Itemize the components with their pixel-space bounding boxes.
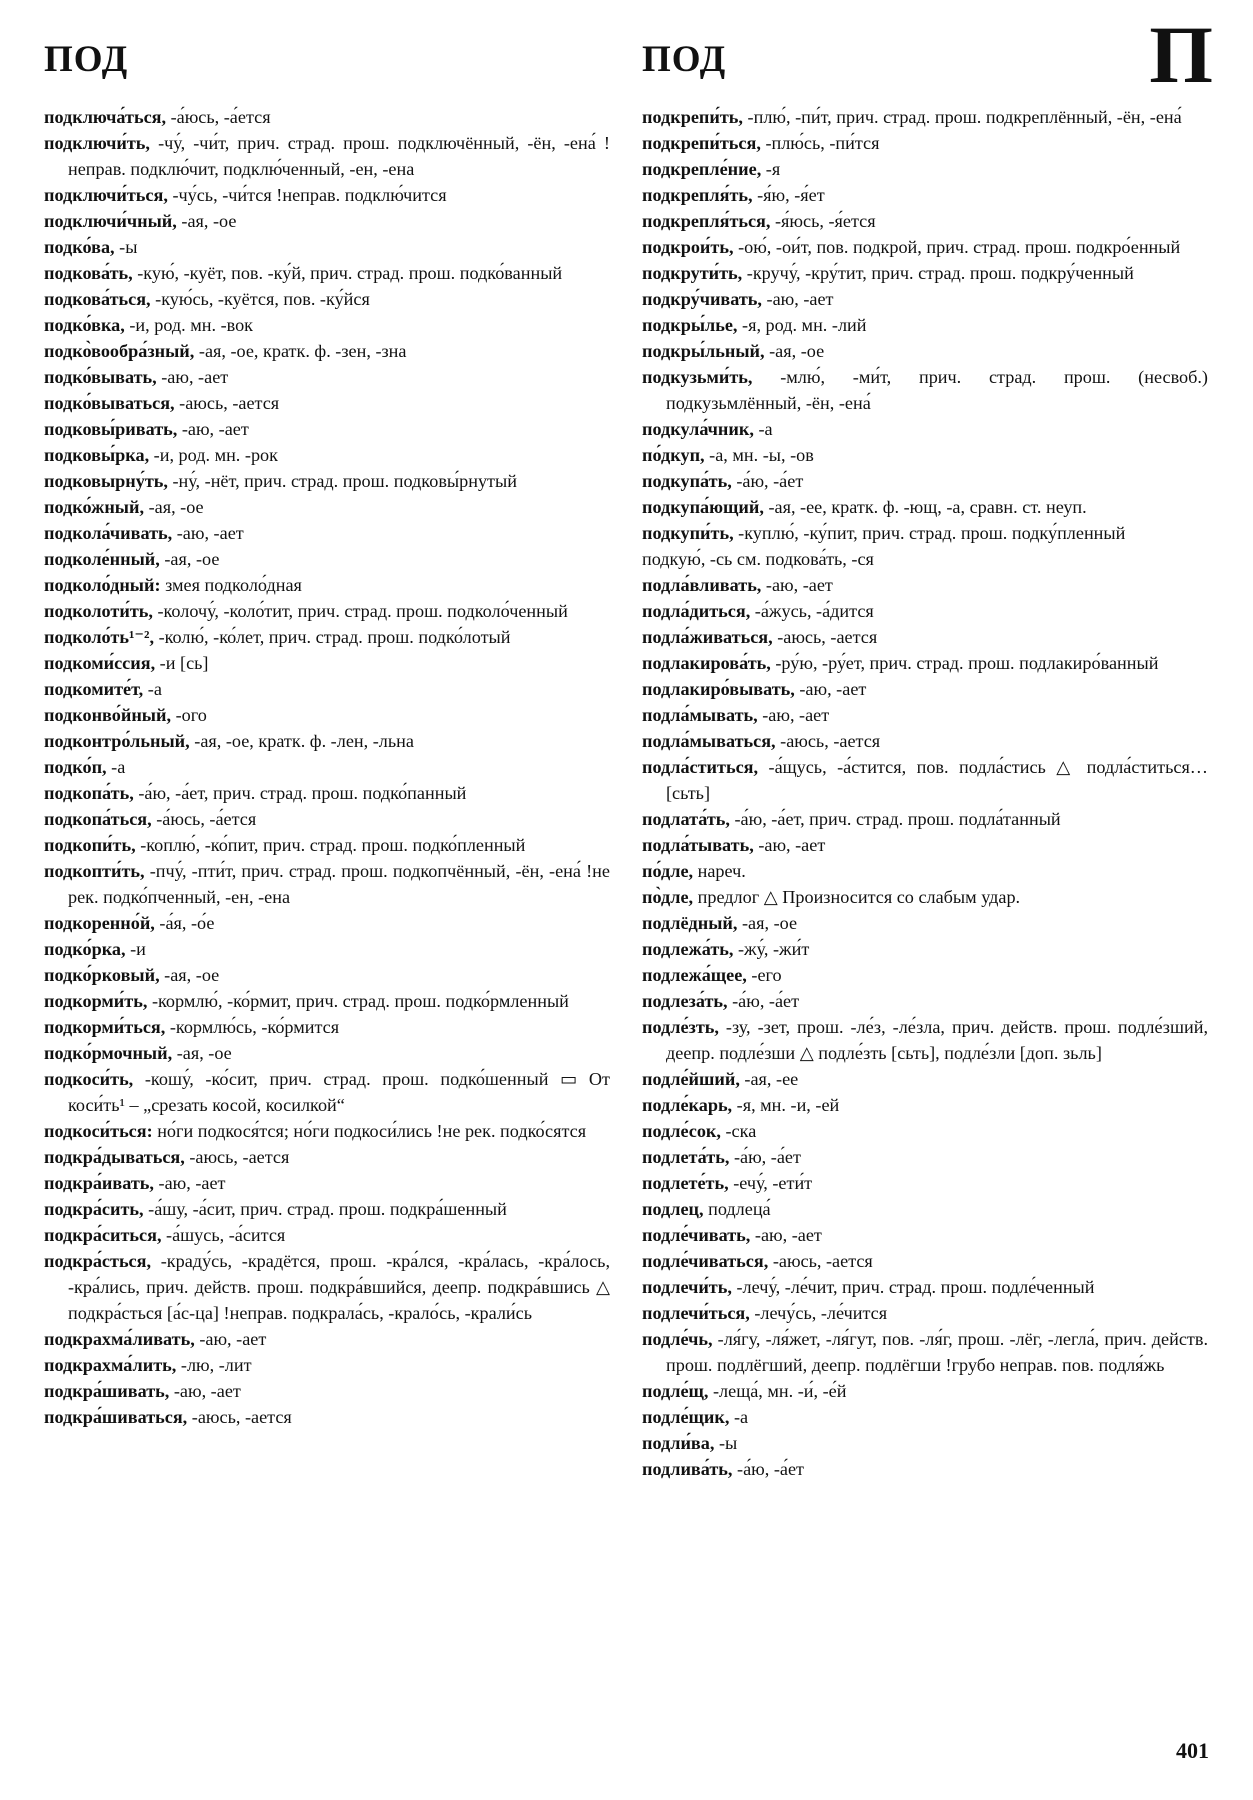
entry-forms: -и bbox=[125, 939, 146, 959]
headword: подкупа́ть, bbox=[642, 471, 732, 491]
dictionary-entry bbox=[44, 910, 610, 936]
dictionary-entry bbox=[44, 676, 610, 702]
dictionary-entry bbox=[642, 702, 1208, 728]
dictionary-entry bbox=[44, 130, 610, 182]
headword: подла́живаться, bbox=[642, 627, 773, 647]
entry-forms: -колю́, -ко́лет, прич. страд. прош. подко́лотый bbox=[154, 627, 511, 647]
entry-forms: -а́я, -о́е bbox=[154, 913, 215, 933]
headword: подлета́ть, bbox=[642, 1147, 730, 1167]
dictionary-entry bbox=[44, 520, 610, 546]
dictionary-entry bbox=[642, 338, 1208, 364]
headword: подкрепля́ть, bbox=[642, 185, 753, 205]
dictionary-entry bbox=[642, 910, 1208, 936]
dictionary-entry bbox=[642, 1274, 1208, 1300]
entry-forms: -аюсь, -ается bbox=[184, 1147, 290, 1167]
entry-forms: -ая, -ое bbox=[159, 965, 220, 985]
dictionary-entry bbox=[44, 208, 610, 234]
headword: по́дле, bbox=[642, 861, 694, 881]
dictionary-entry bbox=[44, 1066, 610, 1118]
headword: подкра́сить, bbox=[44, 1199, 144, 1219]
entry-forms: -а́ю, -а́ет, прич. страд. прош. подко́панный bbox=[133, 783, 467, 803]
headword: подковы́рка, bbox=[44, 445, 150, 465]
entry-forms: -аю, -ает bbox=[177, 419, 249, 439]
entry-forms: -аюсь, -ается bbox=[174, 393, 280, 413]
entry-forms: -а bbox=[729, 1407, 749, 1427]
headword: подкоси́ть, bbox=[44, 1069, 134, 1089]
dictionary-entry bbox=[44, 780, 610, 806]
headword: подла́ститься, bbox=[642, 757, 759, 777]
headword: подле́щ, bbox=[642, 1381, 709, 1401]
dictionary-entry bbox=[642, 468, 1208, 494]
headword: подкра́ивать, bbox=[44, 1173, 154, 1193]
headword: подконтро́льный, bbox=[44, 731, 190, 751]
headword: подкра́ситься, bbox=[44, 1225, 162, 1245]
entry-forms: -жу́, -жи́т bbox=[733, 939, 810, 959]
dictionary-entry bbox=[642, 104, 1208, 130]
headword: подкрахма́лить, bbox=[44, 1355, 177, 1375]
entry-forms: -кормлю́сь, -ко́рмится bbox=[165, 1017, 340, 1037]
entry-forms: -ая, -ое bbox=[172, 1043, 232, 1063]
entry-forms: -и [сь] bbox=[155, 653, 209, 673]
entry-forms: -кую́сь, -куётся, пов. -ку́йся bbox=[150, 289, 370, 309]
headword: подли́ва, bbox=[642, 1433, 715, 1453]
section-letter: П bbox=[1149, 9, 1213, 100]
headword: подкова́ть, bbox=[44, 263, 133, 283]
dictionary-entry bbox=[642, 260, 1208, 286]
entry-forms: -млю́, -ми́т, прич. страд. прош. (несвоб.) подкузьмлённый, -ён, -ена́ bbox=[666, 367, 1208, 413]
dictionary-entry bbox=[44, 260, 610, 286]
dictionary-entry bbox=[642, 1456, 1208, 1482]
headword: подковырну́ть, bbox=[44, 471, 168, 491]
dictionary-entry bbox=[642, 286, 1208, 312]
headword: подко́вывать, bbox=[44, 367, 157, 387]
entry-forms: -аю, -ает bbox=[761, 289, 834, 309]
headword: подкопа́ться, bbox=[44, 809, 152, 829]
dictionary-entry bbox=[44, 650, 610, 676]
headword: подкрепи́ть, bbox=[642, 107, 743, 127]
headword: подкры́льный, bbox=[642, 341, 765, 361]
dictionary-entry bbox=[44, 286, 610, 312]
dictionary-entry bbox=[642, 1326, 1208, 1378]
headword: подко́вываться, bbox=[44, 393, 175, 413]
entry-forms: -лю, -лит bbox=[176, 1355, 252, 1375]
headword: подко́жный, bbox=[44, 497, 145, 517]
entry-forms: -я bbox=[761, 159, 781, 179]
entry-forms: -ая, -ое bbox=[764, 341, 825, 361]
entry-forms: -а́юсь, -а́ется bbox=[151, 809, 257, 829]
dictionary-entry bbox=[642, 1144, 1208, 1170]
entry-forms: -пчу́, -пти́т, прич. страд. прош. подкопчённый, -ён, -ена́ !не рек. подко́пченный, -ен, -ена bbox=[68, 861, 610, 907]
dictionary-entry bbox=[642, 1378, 1208, 1404]
dictionary-entry bbox=[642, 858, 1208, 884]
dictionary-entry bbox=[642, 1196, 1208, 1222]
entry-forms: -ая, -ое bbox=[737, 913, 798, 933]
dictionary-entry bbox=[44, 1118, 610, 1144]
headword: подкра́шивать, bbox=[44, 1381, 170, 1401]
entry-forms: -ечу́, -ети́т bbox=[728, 1173, 813, 1193]
dictionary-entry bbox=[44, 234, 610, 260]
dictionary-entry bbox=[642, 1404, 1208, 1430]
dictionary-entry bbox=[44, 858, 610, 910]
dictionary-entry bbox=[44, 936, 610, 962]
entry-forms: -аю, -ает bbox=[156, 367, 229, 387]
entry-forms: -а́ю, -а́ет, прич. страд. прош. подла́танный bbox=[729, 809, 1061, 829]
headword: подкрахма́ливать, bbox=[44, 1329, 195, 1349]
dictionary-entry bbox=[44, 1404, 610, 1430]
headword: подкула́чник, bbox=[642, 419, 754, 439]
headword: подла́мывать, bbox=[642, 705, 758, 725]
headword: подлакирова́ть, bbox=[642, 653, 771, 673]
dictionary-entry bbox=[642, 494, 1208, 520]
headword: подкрепи́ться, bbox=[642, 133, 761, 153]
dictionary-entry bbox=[642, 234, 1208, 260]
headword: подле́чь, bbox=[642, 1329, 713, 1349]
entry-forms: -куплю́, -ку́пит, прич. страд. прош. подку́пленный bbox=[733, 523, 1126, 543]
headword: подкрепля́ться, bbox=[642, 211, 771, 231]
headword: подключа́ться, bbox=[44, 107, 167, 127]
headword: подле́чиваться, bbox=[642, 1251, 769, 1271]
headword: подкопи́ть, bbox=[44, 835, 136, 855]
dictionary-entry bbox=[44, 1040, 610, 1066]
dictionary-entry bbox=[642, 1066, 1208, 1092]
headword: подкоми́ссия, bbox=[44, 653, 156, 673]
headword: подлете́ть, bbox=[642, 1173, 729, 1193]
entry-forms: -ою́, -ои́т, пов. подкрой, прич. страд. прош. подкро́енный bbox=[733, 237, 1181, 257]
entry-forms: -а́ю, -а́ет bbox=[727, 991, 800, 1011]
entry-forms: -плю́, -пи́т, прич. страд. прош. подкреплённый, -ён, -ена́ bbox=[742, 107, 1182, 127]
entry-forms: -аю, -ает bbox=[794, 679, 867, 699]
entry-forms: -аюсь, -ается bbox=[772, 627, 878, 647]
headword: подключи́чный, bbox=[44, 211, 177, 231]
headword: подле́сок, bbox=[642, 1121, 721, 1141]
entry-forms: -а bbox=[143, 679, 162, 699]
entry-forms: -я́юсь, -я́ется bbox=[770, 211, 876, 231]
entry-forms: -а́юсь, -а́ется bbox=[166, 107, 271, 127]
entry-forms: -аю, -ает bbox=[153, 1173, 226, 1193]
entry-forms: -аю, -ает bbox=[750, 1225, 822, 1245]
entry-forms: -ска bbox=[720, 1121, 757, 1141]
dictionary-entry bbox=[44, 702, 610, 728]
dictionary-entry bbox=[642, 156, 1208, 182]
dictionary-entry bbox=[44, 728, 610, 754]
headword: подле́зть, bbox=[642, 1017, 719, 1037]
headword: по́дкуп, bbox=[642, 445, 705, 465]
headword: подколоти́ть, bbox=[44, 601, 153, 621]
headword: подле́йший, bbox=[642, 1069, 740, 1089]
headword: подла́тывать, bbox=[642, 835, 754, 855]
dictionary-entry bbox=[44, 598, 610, 624]
headword: подкоренно́й, bbox=[44, 913, 155, 933]
entry-forms: -ру́ю, -ру́ет, прич. страд. прош. подлакиро́ванный bbox=[770, 653, 1159, 673]
dictionary-entry bbox=[44, 468, 610, 494]
entry-forms: -чу́сь, -чи́тся !неправ. подклю́чится bbox=[167, 185, 447, 205]
dictionary-entry bbox=[642, 728, 1208, 754]
headword: подкры́лье, bbox=[642, 315, 738, 335]
headword: по̀дле, bbox=[642, 887, 694, 907]
dictionary-entry bbox=[642, 1170, 1208, 1196]
headword: подключи́ть, bbox=[44, 133, 150, 153]
entry-forms: -лечу́, -ле́чит, прич. страд. прош. подле́ченный bbox=[731, 1277, 1095, 1297]
entry-forms: -кошу́, -ко́сит, прич. страд. прош. подко́шенный ▭ От коси́ть¹ – „срезать косой, косилкой“ bbox=[68, 1069, 610, 1115]
entry-forms: змея подколо́дная bbox=[160, 575, 302, 595]
dictionary-entry bbox=[44, 1222, 610, 1248]
dictionary-entry bbox=[642, 676, 1208, 702]
dictionary-entry bbox=[642, 572, 1208, 598]
dictionary-entry bbox=[642, 1092, 1208, 1118]
entry-forms: -краду́сь, -крадётся, прош. -кра́лся, -кра́лась, -кра́лось, -кра́лись, прич. действ. прош. подкра́вшийся, деепр. подкра́вшись △ подкра́сться [а́с-ца] !неправ. подкрала́сь, -крало́сь, -крали́сь bbox=[68, 1251, 610, 1323]
dictionary-entry bbox=[44, 416, 610, 442]
dictionary-entry bbox=[642, 962, 1208, 988]
headword: подко́п, bbox=[44, 757, 107, 777]
dictionary-entry bbox=[44, 754, 610, 780]
headword: подкоси́ться: bbox=[44, 1121, 153, 1141]
entry-forms: -а́щусь, -а́стится, пов. подла́стись △ подла́ститься… [сьть] bbox=[666, 757, 1208, 803]
entry-forms: -плю́сь, -пи́тся bbox=[760, 133, 880, 153]
entry-forms: нареч. bbox=[693, 861, 746, 881]
headword: подкра́шиваться, bbox=[44, 1407, 188, 1427]
headword: подкупа́ющий, bbox=[642, 497, 764, 517]
entry-forms: -ы bbox=[114, 237, 138, 257]
entry-forms: -ля́гу, -ля́жет, -ля́гут, пов. -ля́г, прош. -лёг, -легла́, прич. действ. прош. подлёгший, деепр. подлёгши !грубо неправ. пов. подля́жь bbox=[666, 1329, 1208, 1375]
entry-forms: -ая, -ое bbox=[159, 549, 220, 569]
entry-forms: -ая, -ое bbox=[176, 211, 237, 231]
entry-forms: -аю, -ает bbox=[761, 575, 833, 595]
headword: подколо́дный: bbox=[44, 575, 161, 595]
dictionary-entry bbox=[44, 390, 610, 416]
entry-forms: -ая, -ое, кратк. ф. -лен, -льна bbox=[189, 731, 414, 751]
headword: подко́вка, bbox=[44, 315, 125, 335]
headword: подкрути́ть, bbox=[642, 263, 743, 283]
entry-forms: -ая, -ее, кратк. ф. -ющ, -а, сравн. ст. неуп. bbox=[763, 497, 1087, 517]
dictionary-entry bbox=[642, 1430, 1208, 1456]
headword: подкузьми́ть, bbox=[642, 367, 753, 387]
entry-forms: -и, род. мн. -рок bbox=[149, 445, 278, 465]
dictionary-entry bbox=[642, 598, 1208, 624]
headword: подле́щик, bbox=[642, 1407, 730, 1427]
dictionary-entry bbox=[642, 546, 1208, 572]
dictionary-entry bbox=[642, 520, 1208, 546]
headword: подла́диться, bbox=[642, 601, 751, 621]
entry-forms: -аю, -ает bbox=[172, 523, 244, 543]
headword: подкопти́ть, bbox=[44, 861, 145, 881]
dictionary-entry bbox=[642, 182, 1208, 208]
headword: подко́ва, bbox=[44, 237, 115, 257]
dictionary-entry bbox=[642, 442, 1208, 468]
headword: подкрои́ть, bbox=[642, 237, 734, 257]
dictionary-entry bbox=[642, 1222, 1208, 1248]
headword: подколо́ть¹⁻², bbox=[44, 627, 155, 647]
headword: подла́мываться, bbox=[642, 731, 776, 751]
dictionary-entry bbox=[44, 338, 610, 364]
headword: подключи́ться, bbox=[44, 185, 168, 205]
headword: подкорми́ться, bbox=[44, 1017, 166, 1037]
entry-forms: -колочу́, -коло́тит, прич. страд. прош. подколо́ченный bbox=[152, 601, 568, 621]
dictionary-entry bbox=[642, 650, 1208, 676]
entry-forms: -леща́, мн. -и́, -е́й bbox=[708, 1381, 847, 1401]
dictionary-entry bbox=[44, 624, 610, 650]
entry-forms: -аюсь, -ается bbox=[775, 731, 881, 751]
dictionary-entry bbox=[642, 754, 1208, 806]
dictionary-entry bbox=[642, 884, 1208, 910]
right-column bbox=[642, 104, 1208, 1482]
dictionary-entry bbox=[44, 962, 610, 988]
entry-forms: -а́шусь, -а́сится bbox=[161, 1225, 286, 1245]
dictionary-entry bbox=[44, 546, 610, 572]
headword: подколе́нный, bbox=[44, 549, 160, 569]
entry-forms: -чу́, -чи́т, прич. страд. прош. подключённый, -ён, -ена́ !неправ. подклю́чит, подклю́ченный, -ен, -ена bbox=[68, 133, 610, 179]
dictionary-entry bbox=[44, 1014, 610, 1040]
page-number: 401 bbox=[1176, 1738, 1209, 1763]
headword: подлечи́ть, bbox=[642, 1277, 732, 1297]
dictionary-entry bbox=[642, 1014, 1208, 1066]
headword: подкорми́ть, bbox=[44, 991, 148, 1011]
headword: подкупи́ть, bbox=[642, 523, 734, 543]
entry-forms: -кормлю́, -ко́рмит, прич. страд. прош. подко́рмленный bbox=[147, 991, 569, 1011]
headword: подлежа́ть, bbox=[642, 939, 734, 959]
headword: подко́рковый, bbox=[44, 965, 160, 985]
headword: подко̀вообра́зный, bbox=[44, 341, 195, 361]
dictionary-entry bbox=[44, 1248, 610, 1326]
entry-forms: -я, мн. -и, -ей bbox=[732, 1095, 840, 1115]
headword: подкомите́т, bbox=[44, 679, 144, 699]
dictionary-entry bbox=[44, 104, 610, 130]
entry-forms: -аюсь, -ается bbox=[768, 1251, 873, 1271]
headword: подко́рмочный, bbox=[44, 1043, 173, 1063]
entry-forms: -аю, -ает bbox=[194, 1329, 267, 1349]
dictionary-entry bbox=[44, 988, 610, 1014]
dictionary-entry bbox=[642, 130, 1208, 156]
dictionary-entry bbox=[642, 1300, 1208, 1326]
headword: подлец, bbox=[642, 1199, 704, 1219]
dictionary-entry bbox=[44, 182, 610, 208]
dictionary-entry bbox=[44, 1326, 610, 1352]
dictionary-entry bbox=[44, 1170, 610, 1196]
dictionary-entry bbox=[642, 988, 1208, 1014]
entry-forms: -ого bbox=[171, 705, 207, 725]
entry-forms: подкую́, -сь см. подкова́ть, -ся bbox=[642, 549, 874, 569]
dictionary-entry bbox=[44, 1144, 610, 1170]
headword: подкола́чивать, bbox=[44, 523, 173, 543]
entry-forms: -я, род. мн. -лий bbox=[737, 315, 867, 335]
entry-forms: -а́ю, -а́ет bbox=[729, 1147, 801, 1167]
entry-forms: -а, мн. -ы, -ов bbox=[704, 445, 814, 465]
entry-forms: -а bbox=[753, 419, 773, 439]
entry-forms: -кую́, -куёт, пов. -ку́й, прич. страд. прош. подко́ванный bbox=[132, 263, 563, 283]
running-head-left: ПОД bbox=[44, 39, 129, 80]
dictionary-entry bbox=[642, 832, 1208, 858]
left-column bbox=[44, 104, 610, 1430]
dictionary-entry bbox=[44, 442, 610, 468]
dictionary-entry bbox=[44, 312, 610, 338]
dictionary-entry bbox=[44, 364, 610, 390]
entry-forms: -аю, -ает bbox=[757, 705, 830, 725]
headword: подкра́дываться, bbox=[44, 1147, 185, 1167]
headword: подлива́ть, bbox=[642, 1459, 733, 1479]
headword: подкрепле́ние, bbox=[642, 159, 762, 179]
entry-forms: -а́ю, -а́ет bbox=[732, 1459, 804, 1479]
entry-forms: -коплю́, -ко́пит, прич. страд. прош. подко́пленный bbox=[135, 835, 526, 855]
entry-forms: предлог △ Произносится со слабым удар. bbox=[693, 887, 1021, 907]
dictionary-entry bbox=[44, 806, 610, 832]
dictionary-entry bbox=[642, 806, 1208, 832]
headword: подкра́сться, bbox=[44, 1251, 152, 1271]
entry-forms: подлеца́ bbox=[703, 1199, 771, 1219]
entry-forms: -ну́, -нёт, прич. страд. прош. подковы́рнутый bbox=[167, 471, 517, 491]
headword: подкру́чивать, bbox=[642, 289, 762, 309]
entry-forms: -его bbox=[746, 965, 782, 985]
dictionary-entry bbox=[642, 624, 1208, 650]
dictionary-entry bbox=[44, 1196, 610, 1222]
entry-forms: -а́жусь, -а́дится bbox=[750, 601, 874, 621]
running-head-right: ПОД bbox=[642, 39, 727, 80]
entry-forms: -ая, -ое bbox=[144, 497, 204, 517]
entry-forms: -я́ю, -я́ет bbox=[752, 185, 825, 205]
headword: подле́карь, bbox=[642, 1095, 733, 1115]
headword: подлакиро́вывать, bbox=[642, 679, 795, 699]
entry-forms: -аю, -ает bbox=[753, 835, 826, 855]
dictionary-entry bbox=[642, 1118, 1208, 1144]
headword: подко́рка, bbox=[44, 939, 126, 959]
headword: подлёдный, bbox=[642, 913, 738, 933]
dictionary-entry bbox=[642, 312, 1208, 338]
headword: подковы́ривать, bbox=[44, 419, 178, 439]
entry-forms: -ая, -ее bbox=[739, 1069, 799, 1089]
dictionary-entry bbox=[44, 572, 610, 598]
headword: подкопа́ть, bbox=[44, 783, 134, 803]
entry-forms: -лечу́сь, -ле́чится bbox=[749, 1303, 888, 1323]
entry-forms: -а́ю, -а́ет bbox=[731, 471, 804, 491]
dictionary-entry bbox=[642, 208, 1208, 234]
dictionary-entry bbox=[642, 1248, 1208, 1274]
entry-forms: -аю, -ает bbox=[169, 1381, 241, 1401]
dictionary-entry bbox=[44, 1352, 610, 1378]
headword: подконво́йный, bbox=[44, 705, 172, 725]
entry-forms: -аюсь, -ается bbox=[187, 1407, 292, 1427]
entry-forms: -а́шу, -а́сит, прич. страд. прош. подкра́шенный bbox=[143, 1199, 507, 1219]
entry-forms: -и, род. мн. -вок bbox=[124, 315, 254, 335]
dictionary-entry bbox=[642, 416, 1208, 442]
headword: подлата́ть, bbox=[642, 809, 730, 829]
entry-forms: но́ги подкося́тся; но́ги подкоси́лись !не рек. подко́сятся bbox=[152, 1121, 587, 1141]
headword: подкова́ться, bbox=[44, 289, 151, 309]
entry-forms: -ая, -ое, кратк. ф. -зен, -зна bbox=[194, 341, 407, 361]
entry-forms: -ы bbox=[714, 1433, 738, 1453]
headword: подлечи́ться, bbox=[642, 1303, 750, 1323]
headword: подла́вливать, bbox=[642, 575, 762, 595]
entry-forms: -зу, -зет, прош. -ле́з, -ле́зла, прич. действ. прош. подле́зший, деепр. подле́зши △ подле́зть [сьть], подле́зли [доп. зьль] bbox=[666, 1017, 1208, 1063]
dictionary-entry bbox=[642, 364, 1208, 416]
headword: подлеза́ть, bbox=[642, 991, 728, 1011]
entry-forms: -а bbox=[106, 757, 126, 777]
dictionary-entry bbox=[642, 936, 1208, 962]
dictionary-entry bbox=[44, 1378, 610, 1404]
entry-forms: -кручу́, -кру́тит, прич. страд. прош. подкру́ченный bbox=[742, 263, 1134, 283]
dictionary-entry bbox=[44, 832, 610, 858]
dictionary-entry bbox=[44, 494, 610, 520]
headword: подлежа́щее, bbox=[642, 965, 747, 985]
headword: подле́чивать, bbox=[642, 1225, 751, 1245]
